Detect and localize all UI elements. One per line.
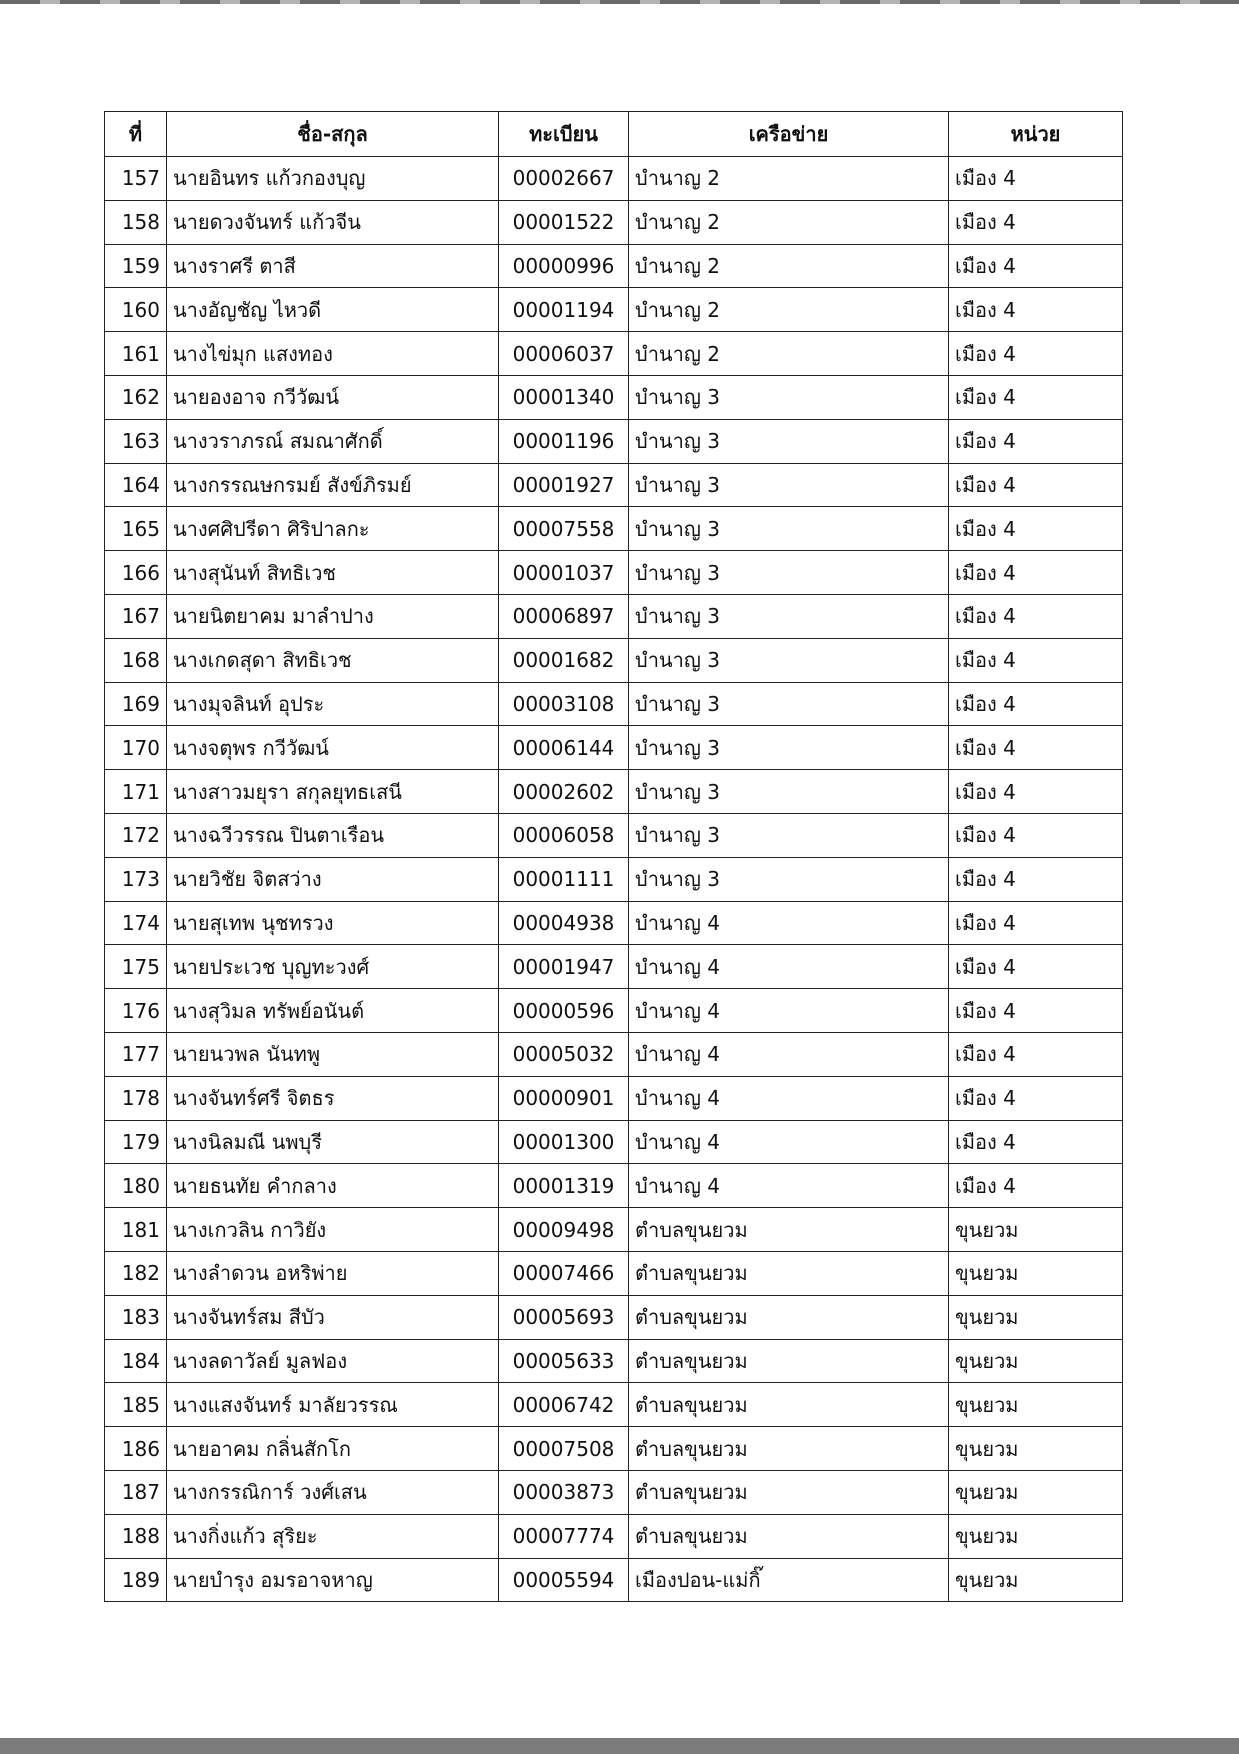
registration-number: 00001522: [499, 200, 629, 244]
row-number: 180: [105, 1164, 167, 1208]
member-name: นายอาคม กลิ่นสักโก: [167, 1427, 499, 1471]
registration-number: 00000596: [499, 989, 629, 1033]
member-name: นายองอาจ กวีวัฒน์: [167, 375, 499, 419]
header-no: ที่: [105, 112, 167, 157]
registration-number: 00001947: [499, 945, 629, 989]
row-number: 167: [105, 594, 167, 638]
network-name: ตำบลขุนยวม: [629, 1295, 949, 1339]
unit-name: เมือง 4: [949, 857, 1123, 901]
row-number: 183: [105, 1295, 167, 1339]
member-name: นายวิชัย จิตสว่าง: [167, 857, 499, 901]
member-name: นางวราภรณ์ สมณาศักดิ์: [167, 419, 499, 463]
row-number: 178: [105, 1076, 167, 1120]
row-number: 188: [105, 1514, 167, 1558]
unit-name: เมือง 4: [949, 419, 1123, 463]
member-name: นางศศิปรีดา ศิริปาลกะ: [167, 507, 499, 551]
network-name: บำนาญ 3: [629, 419, 949, 463]
network-name: บำนาญ 4: [629, 945, 949, 989]
row-number: 184: [105, 1339, 167, 1383]
row-number: 166: [105, 551, 167, 595]
unit-name: เมือง 4: [949, 332, 1123, 376]
table-row: [105, 507, 1123, 551]
network-name: บำนาญ 2: [629, 244, 949, 288]
unit-name: เมือง 4: [949, 200, 1123, 244]
table-body: [105, 157, 1123, 1602]
row-number: 163: [105, 419, 167, 463]
registration-number: 00001319: [499, 1164, 629, 1208]
header-network: เครือข่าย: [629, 112, 949, 157]
registration-number: 00007558: [499, 507, 629, 551]
network-name: ตำบลขุนยวม: [629, 1251, 949, 1295]
table-row: [105, 419, 1123, 463]
network-name: ตำบลขุนยวม: [629, 1208, 949, 1252]
network-name: บำนาญ 4: [629, 1032, 949, 1076]
member-name: นางราศรี ตาสี: [167, 244, 499, 288]
table-row: [105, 551, 1123, 595]
member-name: นายธนทัย คำกลาง: [167, 1164, 499, 1208]
network-name: ตำบลขุนยวม: [629, 1427, 949, 1471]
row-number: 161: [105, 332, 167, 376]
member-name: นางนิลมณี นพบุรี: [167, 1120, 499, 1164]
registration-number: 00004938: [499, 901, 629, 945]
table-row: [105, 463, 1123, 507]
unit-name: ขุนยวม: [949, 1514, 1123, 1558]
member-name: นางไข่มุก แสงทอง: [167, 332, 499, 376]
network-name: บำนาญ 3: [629, 507, 949, 551]
network-name: บำนาญ 3: [629, 726, 949, 770]
unit-name: ขุนยวม: [949, 1558, 1123, 1602]
row-number: 182: [105, 1251, 167, 1295]
registration-number: 00003108: [499, 682, 629, 726]
registration-number: 00000996: [499, 244, 629, 288]
network-name: บำนาญ 4: [629, 989, 949, 1033]
network-name: บำนาญ 3: [629, 594, 949, 638]
registration-number: 00001927: [499, 463, 629, 507]
unit-name: เมือง 4: [949, 813, 1123, 857]
row-number: 170: [105, 726, 167, 770]
row-number: 187: [105, 1470, 167, 1514]
unit-name: เมือง 4: [949, 726, 1123, 770]
unit-name: ขุนยวม: [949, 1208, 1123, 1252]
table-row: [105, 594, 1123, 638]
unit-name: เมือง 4: [949, 1164, 1123, 1208]
registration-number: 00006058: [499, 813, 629, 857]
row-number: 160: [105, 288, 167, 332]
table-row: [105, 901, 1123, 945]
table-row: [105, 726, 1123, 770]
unit-name: เมือง 4: [949, 945, 1123, 989]
unit-name: เมือง 4: [949, 682, 1123, 726]
table-row: [105, 1208, 1123, 1252]
registration-number: 00000901: [499, 1076, 629, 1120]
unit-name: เมือง 4: [949, 1076, 1123, 1120]
network-name: บำนาญ 4: [629, 901, 949, 945]
table-row: [105, 244, 1123, 288]
row-number: 157: [105, 157, 167, 201]
registration-number: 00005693: [499, 1295, 629, 1339]
row-number: 179: [105, 1120, 167, 1164]
table-row: [105, 288, 1123, 332]
registration-number: 00001194: [499, 288, 629, 332]
registration-number: 00001037: [499, 551, 629, 595]
network-name: บำนาญ 3: [629, 813, 949, 857]
scan-edge-bottom: [0, 1738, 1239, 1754]
row-number: 165: [105, 507, 167, 551]
registration-number: 00006897: [499, 594, 629, 638]
member-name: นางกรรณษกรมย์ สังข์ภิรมย์: [167, 463, 499, 507]
table-row: [105, 770, 1123, 814]
row-number: 181: [105, 1208, 167, 1252]
header-unit: หน่วย: [949, 112, 1123, 157]
unit-name: เมือง 4: [949, 157, 1123, 201]
table-header-row: [105, 112, 1123, 157]
table-row: [105, 945, 1123, 989]
row-number: 174: [105, 901, 167, 945]
table-row: [105, 200, 1123, 244]
header-name: ชื่อ-สกุล: [167, 112, 499, 157]
registration-number: 00009498: [499, 1208, 629, 1252]
registration-number: 00001196: [499, 419, 629, 463]
member-name: นางแสงจันทร์ มาลัยวรรณ: [167, 1383, 499, 1427]
registration-number: 00007774: [499, 1514, 629, 1558]
registration-number: 00006037: [499, 332, 629, 376]
registration-number: 00005633: [499, 1339, 629, 1383]
unit-name: เมือง 4: [949, 901, 1123, 945]
member-name: นางเกวลิน กาวิยัง: [167, 1208, 499, 1252]
row-number: 185: [105, 1383, 167, 1427]
row-number: 159: [105, 244, 167, 288]
member-name: นางสุวิมล ทรัพย์อนันต์: [167, 989, 499, 1033]
member-name: นายสุเทพ นุชทรวง: [167, 901, 499, 945]
header-registration: ทะเบียน: [499, 112, 629, 157]
row-number: 171: [105, 770, 167, 814]
row-number: 164: [105, 463, 167, 507]
unit-name: เมือง 4: [949, 989, 1123, 1033]
member-name: นายบำรุง อมรอาจหาญ: [167, 1558, 499, 1602]
member-name: นางกิ่งแก้ว สุริยะ: [167, 1514, 499, 1558]
unit-name: เมือง 4: [949, 288, 1123, 332]
network-name: บำนาญ 3: [629, 463, 949, 507]
table-row: [105, 813, 1123, 857]
member-name: นางจันทร์สม สีบัว: [167, 1295, 499, 1339]
member-name: นายประเวช บุญทะวงศ์: [167, 945, 499, 989]
registration-number: 00001340: [499, 375, 629, 419]
table-row: [105, 332, 1123, 376]
registration-number: 00005032: [499, 1032, 629, 1076]
network-name: บำนาญ 2: [629, 288, 949, 332]
table-row: [105, 857, 1123, 901]
registration-number: 00003873: [499, 1470, 629, 1514]
unit-name: ขุนยวม: [949, 1427, 1123, 1471]
member-name: นายดวงจันทร์ แก้วจีน: [167, 200, 499, 244]
registration-number: 00006742: [499, 1383, 629, 1427]
unit-name: ขุนยวม: [949, 1251, 1123, 1295]
row-number: 176: [105, 989, 167, 1033]
unit-name: ขุนยวม: [949, 1383, 1123, 1427]
member-name: นางเกดสุดา สิทธิเวช: [167, 638, 499, 682]
network-name: บำนาญ 3: [629, 857, 949, 901]
table-row: [105, 989, 1123, 1033]
network-name: ตำบลขุนยวม: [629, 1470, 949, 1514]
network-name: ตำบลขุนยวม: [629, 1339, 949, 1383]
unit-name: ขุนยวม: [949, 1295, 1123, 1339]
network-name: บำนาญ 3: [629, 682, 949, 726]
member-name: นางลำดวน อหริพ่าย: [167, 1251, 499, 1295]
table-row: [105, 1032, 1123, 1076]
table-row: [105, 1295, 1123, 1339]
row-number: 173: [105, 857, 167, 901]
network-name: เมืองปอน-แม่กิ๊: [629, 1558, 949, 1602]
network-name: บำนาญ 4: [629, 1076, 949, 1120]
member-name: นายนิตยาคม มาลำปาง: [167, 594, 499, 638]
network-name: บำนาญ 2: [629, 157, 949, 201]
table-row: [105, 1470, 1123, 1514]
unit-name: เมือง 4: [949, 1032, 1123, 1076]
member-name: นางฉวีวรรณ ปินตาเรือน: [167, 813, 499, 857]
network-name: ตำบลขุนยวม: [629, 1514, 949, 1558]
member-name: นางสาวมยุรา สกุลยุทธเสนี: [167, 770, 499, 814]
unit-name: เมือง 4: [949, 507, 1123, 551]
row-number: 186: [105, 1427, 167, 1471]
unit-name: เมือง 4: [949, 770, 1123, 814]
scan-edge-top: [0, 0, 1239, 4]
member-name: นางสุนันท์ สิทธิเวช: [167, 551, 499, 595]
row-number: 169: [105, 682, 167, 726]
table-row: [105, 638, 1123, 682]
member-table: [104, 111, 1123, 1602]
member-name: นางจตุพร กวีวัฒน์: [167, 726, 499, 770]
network-name: บำนาญ 4: [629, 1164, 949, 1208]
registration-number: 00005594: [499, 1558, 629, 1602]
network-name: บำนาญ 2: [629, 200, 949, 244]
table-row: [105, 1558, 1123, 1602]
unit-name: ขุนยวม: [949, 1470, 1123, 1514]
table-row: [105, 375, 1123, 419]
row-number: 158: [105, 200, 167, 244]
member-name: นางกรรณิการ์ วงศ์เสน: [167, 1470, 499, 1514]
registration-number: 00001300: [499, 1120, 629, 1164]
row-number: 172: [105, 813, 167, 857]
table-row: [105, 1339, 1123, 1383]
network-name: บำนาญ 2: [629, 332, 949, 376]
table-row: [105, 1076, 1123, 1120]
table-row: [105, 157, 1123, 201]
table-row: [105, 1251, 1123, 1295]
network-name: บำนาญ 3: [629, 770, 949, 814]
unit-name: เมือง 4: [949, 244, 1123, 288]
network-name: บำนาญ 3: [629, 375, 949, 419]
member-name: นายอินทร แก้วกองบุญ: [167, 157, 499, 201]
network-name: ตำบลขุนยวม: [629, 1383, 949, 1427]
registration-number: 00002667: [499, 157, 629, 201]
member-name: นางจันทร์ศรี จิตธร: [167, 1076, 499, 1120]
registration-number: 00007466: [499, 1251, 629, 1295]
network-name: บำนาญ 4: [629, 1120, 949, 1164]
network-name: บำนาญ 3: [629, 638, 949, 682]
unit-name: เมือง 4: [949, 638, 1123, 682]
registration-number: 00007508: [499, 1427, 629, 1471]
unit-name: เมือง 4: [949, 463, 1123, 507]
member-name: นางอัญชัญ ไหวดี: [167, 288, 499, 332]
unit-name: เมือง 4: [949, 594, 1123, 638]
table-row: [105, 1514, 1123, 1558]
table-row: [105, 1427, 1123, 1471]
registration-number: 00001111: [499, 857, 629, 901]
unit-name: เมือง 4: [949, 375, 1123, 419]
row-number: 175: [105, 945, 167, 989]
table-row: [105, 1164, 1123, 1208]
member-name: นางมุจลินท์ อุประ: [167, 682, 499, 726]
table-row: [105, 1383, 1123, 1427]
member-name: นางลดาวัลย์ มูลฟอง: [167, 1339, 499, 1383]
unit-name: เมือง 4: [949, 1120, 1123, 1164]
registration-number: 00002602: [499, 770, 629, 814]
row-number: 189: [105, 1558, 167, 1602]
row-number: 168: [105, 638, 167, 682]
row-number: 162: [105, 375, 167, 419]
unit-name: เมือง 4: [949, 551, 1123, 595]
row-number: 177: [105, 1032, 167, 1076]
network-name: บำนาญ 3: [629, 551, 949, 595]
member-name: นายนวพล นันทพู: [167, 1032, 499, 1076]
table-row: [105, 1120, 1123, 1164]
unit-name: ขุนยวม: [949, 1339, 1123, 1383]
registration-number: 00001682: [499, 638, 629, 682]
registration-number: 00006144: [499, 726, 629, 770]
table-row: [105, 682, 1123, 726]
